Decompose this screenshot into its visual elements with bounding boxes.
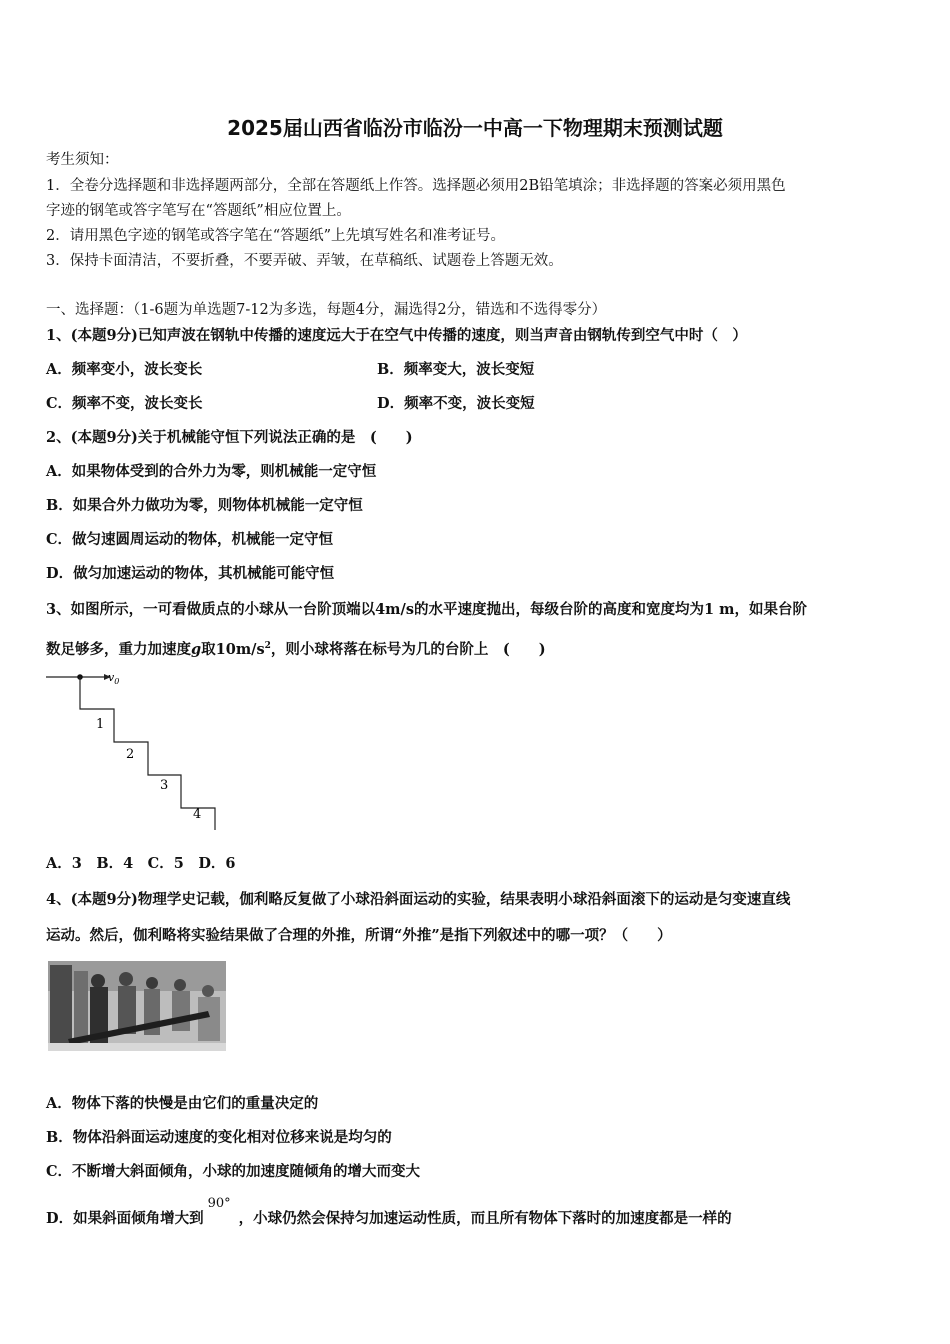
step-label: 1 xyxy=(96,717,105,732)
q1-option-c: C．频率不变，波长变长 xyxy=(46,395,203,412)
q2-option-c: C．做匀速圆周运动的物体，机械能一定守恒 xyxy=(46,531,334,548)
question-3-stem: 3、如图所示，一可看做质点的小球从一台阶顶端以4m/s的水平速度抛出，每级台阶的高度和宽度均为1 m，如果台阶 xyxy=(46,601,807,618)
question-4-stem-line2: 运动。然后，伽利略将实验结果做了合理的外推，所谓“外推”是指下列叙述中的哪一项？（ ） xyxy=(46,927,672,944)
notice-item: 字迹的钢笔或答字笔写在“答题纸”相应位置上。 xyxy=(46,203,351,219)
page-title: 2025届山西省临汾市临汾一中高一下物理期末预测试题 xyxy=(227,116,723,140)
step-label: 3 xyxy=(160,778,169,793)
notice-item: 3．保持卡面清洁，不要折叠，不要弄破、弄皱，在草稿纸、试题卷上答题无效。 xyxy=(46,253,563,269)
q1-option-a: A．频率变小，波长变长 xyxy=(46,361,203,378)
q4-option-a: A．物体下落的快慢是由它们的重量决定的 xyxy=(46,1095,319,1112)
angle-label: 90° xyxy=(207,1196,231,1211)
q2-option-b: B．如果合外力做功为零，则物体机械能一定守恒 xyxy=(46,497,363,514)
galileo-engraving-image xyxy=(48,961,226,1051)
section-heading: 一、选择题：（1-6题为单选题7-12为多选，每题4分，漏选得2分，错选和不选得零分） xyxy=(46,302,607,318)
v0-label: $v_0$ xyxy=(108,671,120,686)
notice-item: 2．请用黑色字迹的钢笔或答字笔在“答题纸”上先填写姓名和准考证号。 xyxy=(46,228,506,244)
q2-option-d: D．做匀加速运动的物体，其机械能可能守恒 xyxy=(46,565,335,582)
q4-option-b: B．物体沿斜面运动速度的变化相对位移来说是均匀的 xyxy=(46,1129,392,1146)
notice-item: 1．全卷分选择题和非选择题两部分，全部在答题纸上作答。选择题必须用2B铅笔填涂；非选择题的答案必须用黑色 xyxy=(46,178,786,194)
staircase-figure xyxy=(44,666,224,832)
question-1-stem: 1、(本题9分)已知声波在钢轨中传播的速度远大于在空气中传播的速度，则当声音由钢轨传到空气中时（ ） xyxy=(46,327,747,344)
q4-option-c: C．不断增大斜面倾角，小球的加速度随倾角的增大而变大 xyxy=(46,1163,421,1180)
step-label: 4 xyxy=(193,807,202,822)
q3-options: A．3 B．4 C．5 D．6 xyxy=(46,855,236,872)
question-4-stem: 4、(本题9分)物理学史记载，伽利略反复做了小球沿斜面运动的实验，结果表明小球沿斜面滚下的运动是匀变速直线 xyxy=(46,891,791,908)
question-3-stem-line2: 数足够多，重力加速度g取$10m/s^2$，则小球将落在标号为几的台阶上 ( ) xyxy=(46,640,546,658)
q2-option-a: A．如果物体受到的合外力为零，则机械能一定守恒 xyxy=(46,463,377,480)
q1-option-d: D．频率不变，波长变短 xyxy=(377,395,535,412)
question-2-stem: 2、(本题9分)关于机械能守恒下列说法正确的是 ( ) xyxy=(46,429,413,446)
notice-heading: 考生须知： xyxy=(46,152,119,168)
q1-option-b: B．频率变大，波长变短 xyxy=(377,361,535,378)
step-label: 2 xyxy=(126,747,135,762)
q4-option-d: D．如果斜面倾角增大到90°，小球仍然会保持匀加速运动性质，而且所有物体下落时的加速度都是一样的 xyxy=(46,1196,732,1227)
